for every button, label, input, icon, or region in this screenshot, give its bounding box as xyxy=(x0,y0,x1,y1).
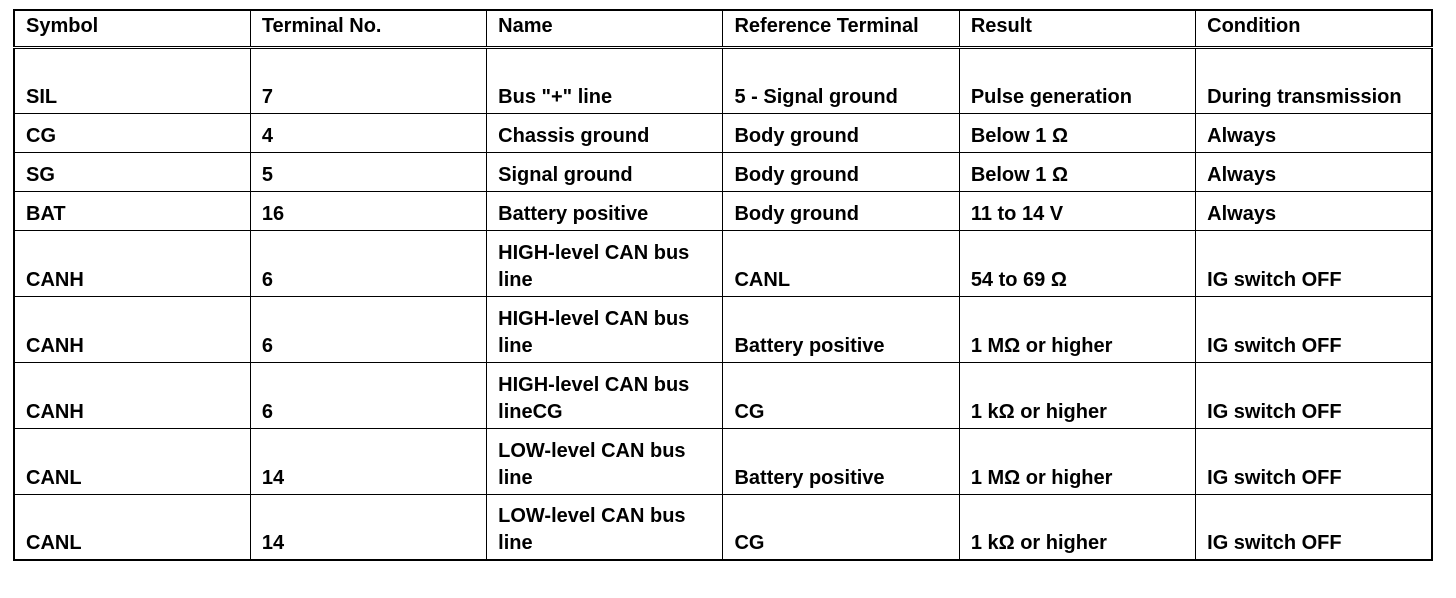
cell-condition: During transmission xyxy=(1196,47,1432,113)
terminal-spec-table xyxy=(13,9,1433,561)
cell-name: HIGH-level CAN bus lineCG xyxy=(487,362,723,428)
cell-terminal-no: 5 xyxy=(250,152,486,191)
cell-symbol: CANL xyxy=(14,428,250,494)
cell-result: 1 MΩ or higher xyxy=(959,428,1195,494)
cell-reference-terminal: Body ground xyxy=(723,113,959,152)
cell-name: Chassis ground xyxy=(487,113,723,152)
table-row xyxy=(14,152,1432,191)
cell-condition: Always xyxy=(1196,152,1432,191)
table-row xyxy=(14,362,1432,428)
cell-symbol: CG xyxy=(14,113,250,152)
cell-reference-terminal: Body ground xyxy=(723,191,959,230)
cell-result: Pulse generation xyxy=(959,47,1195,113)
cell-reference-terminal: CG xyxy=(723,362,959,428)
cell-name: Bus "+" line xyxy=(487,47,723,113)
cell-result: Below 1 Ω xyxy=(959,152,1195,191)
cell-terminal-no: 14 xyxy=(250,428,486,494)
cell-result: 1 kΩ or higher xyxy=(959,494,1195,560)
table-row xyxy=(14,428,1432,494)
table-row xyxy=(14,191,1432,230)
cell-name: HIGH-level CAN bus line xyxy=(487,296,723,362)
header-reference-terminal: Reference Terminal xyxy=(723,10,959,47)
cell-terminal-no: 6 xyxy=(250,296,486,362)
cell-condition: Always xyxy=(1196,191,1432,230)
cell-reference-terminal: Battery positive xyxy=(723,428,959,494)
cell-symbol: CANH xyxy=(14,296,250,362)
table-row xyxy=(14,47,1432,113)
cell-terminal-no: 14 xyxy=(250,494,486,560)
header-condition: Condition xyxy=(1196,10,1432,47)
cell-symbol: SIL xyxy=(14,47,250,113)
cell-condition: IG switch OFF xyxy=(1196,494,1432,560)
cell-name: Battery positive xyxy=(487,191,723,230)
table-header-row xyxy=(14,10,1432,47)
cell-terminal-no: 6 xyxy=(250,362,486,428)
cell-condition: IG switch OFF xyxy=(1196,230,1432,296)
cell-name: HIGH-level CAN bus line xyxy=(487,230,723,296)
cell-result: 54 to 69 Ω xyxy=(959,230,1195,296)
cell-result: 1 kΩ or higher xyxy=(959,362,1195,428)
cell-condition: Always xyxy=(1196,113,1432,152)
cell-reference-terminal: Battery positive xyxy=(723,296,959,362)
cell-condition: IG switch OFF xyxy=(1196,296,1432,362)
header-name: Name xyxy=(487,10,723,47)
cell-symbol: CANH xyxy=(14,230,250,296)
cell-reference-terminal: 5 - Signal ground xyxy=(723,47,959,113)
cell-reference-terminal: Body ground xyxy=(723,152,959,191)
cell-symbol: SG xyxy=(14,152,250,191)
cell-reference-terminal: CG xyxy=(723,494,959,560)
cell-symbol: CANL xyxy=(14,494,250,560)
cell-terminal-no: 7 xyxy=(250,47,486,113)
cell-name: Signal ground xyxy=(487,152,723,191)
cell-symbol: CANH xyxy=(14,362,250,428)
cell-result: Below 1 Ω xyxy=(959,113,1195,152)
table-row xyxy=(14,494,1432,560)
cell-result: 1 MΩ or higher xyxy=(959,296,1195,362)
cell-terminal-no: 16 xyxy=(250,191,486,230)
header-symbol: Symbol xyxy=(14,10,250,47)
cell-terminal-no: 6 xyxy=(250,230,486,296)
cell-result: 11 to 14 V xyxy=(959,191,1195,230)
header-terminal-no: Terminal No. xyxy=(250,10,486,47)
cell-symbol: BAT xyxy=(14,191,250,230)
cell-condition: IG switch OFF xyxy=(1196,428,1432,494)
cell-name: LOW-level CAN bus line xyxy=(487,428,723,494)
cell-condition: IG switch OFF xyxy=(1196,362,1432,428)
table-row xyxy=(14,113,1432,152)
table-row xyxy=(14,230,1432,296)
cell-terminal-no: 4 xyxy=(250,113,486,152)
cell-reference-terminal: CANL xyxy=(723,230,959,296)
header-result: Result xyxy=(959,10,1195,47)
cell-name: LOW-level CAN bus line xyxy=(487,494,723,560)
table-row xyxy=(14,296,1432,362)
